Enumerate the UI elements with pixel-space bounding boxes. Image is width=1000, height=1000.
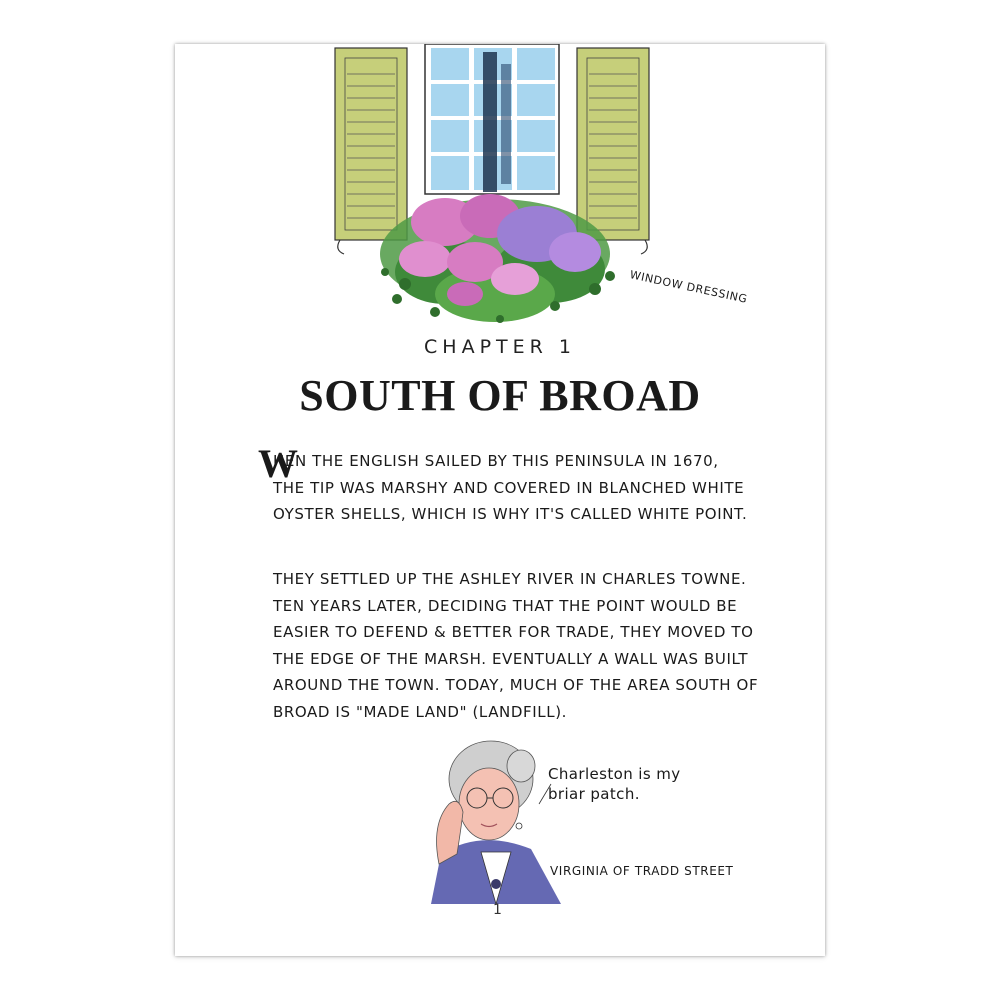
paragraph-1 [258,441,748,528]
paragraph-line: AROUND THE TOWN. TODAY, MUCH OF THE AREA SOUTH OF [273,676,759,694]
page-number: 1 [493,902,502,918]
chapter-title: SOUTH OF BROAD [299,371,701,420]
drop-cap: W [258,441,299,486]
paragraph-line: BROAD IS "MADE LAND" (LANDFILL). [273,702,568,721]
paragraph-line: HEN THE ENGLISH SAILED BY THIS PENINSULA IN 1670, [273,452,719,470]
window-dressing-caption: WINDOW DRESSING [628,268,749,306]
paragraph-line: THE TIP WAS MARSHY AND COVERED IN BLANCHED WHITE [273,478,745,497]
virginia-caption: VIRGINIA OF TRADD STREET [550,864,734,878]
book-page [175,44,825,956]
chapter-label: CHAPTER 1 [424,336,576,358]
paragraph-line: OYSTER SHELLS, WHICH IS WHY IT'S CALLED WHITE POINT. [273,505,748,523]
speech-bubble-text [548,764,681,804]
virginia-portrait-illustration [411,734,581,904]
paragraph-line: THEY SETTLED UP THE ASHLEY RIVER IN CHARLES TOWNE. [273,570,747,588]
speech-line: briar patch. [548,785,640,803]
paragraph-line: THE EDGE OF THE MARSH. EVENTUALLY A WALL WAS BUILT [273,649,749,668]
window-flower-box-illustration [325,44,665,334]
speech-line: Charleston is my [548,765,681,783]
paragraph-line: TEN YEARS LATER, DECIDING THAT THE POINT WOULD BE [273,596,738,615]
paragraph-2 [273,566,758,725]
paragraph-line: EASIER TO DEFEND & BETTER FOR TRADE, THEY MOVED TO [273,623,754,641]
